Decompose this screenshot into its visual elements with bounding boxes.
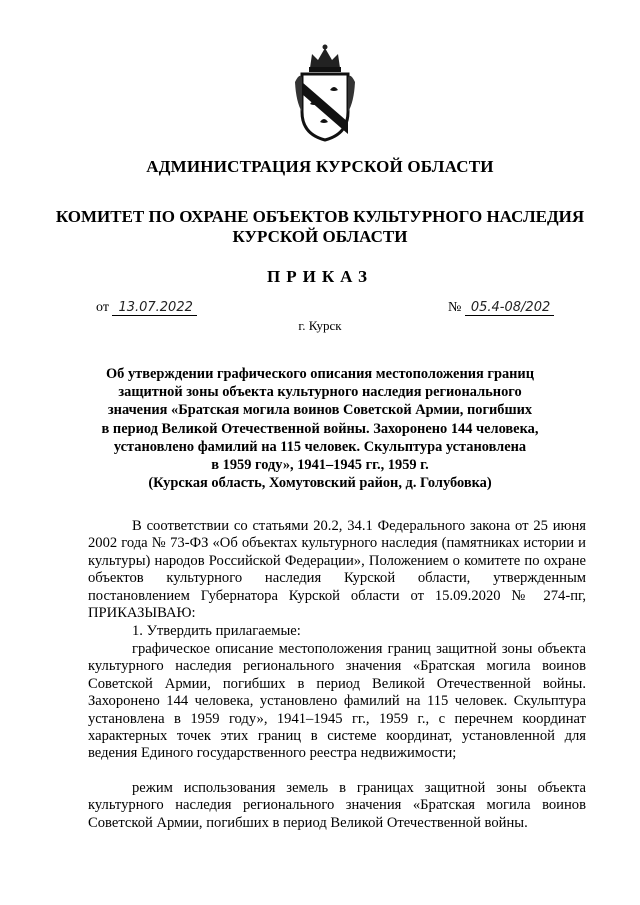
preamble-paragraph	[88, 518, 586, 622]
date-prefix: от	[96, 300, 109, 315]
order-number	[448, 300, 554, 316]
item-1-text: 1. Утвердить прилагаемые:	[132, 623, 301, 639]
graphic-description-text: графическое описание местоположения границ защитной зоны объекта культурного наследия регионального значения «Братская могила воинов Советской Армии, погибших в период Великой Отечественной войны. Захоронено 144 человека, установлено фамилий на 115 человек. Скульптура установлена в 1959 году», 1941–1945 гг., 1959 г., с перечнем координат характерных точек этих границ в системе координат, установленной для ведения Единого государственного реестра недвижимости;	[88, 641, 586, 762]
city: г. Курск	[298, 318, 342, 333]
title-line: установлено фамилий на 115 человек. Скульптура установлена	[113, 438, 527, 455]
title-line: защитной зоны объекта культурного наследия регионального	[118, 384, 522, 401]
administration-heading: АДМИНИСТРАЦИЯ КУРСКОЙ ОБЛАСТИ	[146, 157, 494, 176]
land-use-regime-text: режим использования земель в границах защитной зоны объекта культурного наследия регионального значения «Братская могила воинов Советской Армии, погибших в период Великой Отечественной войны.	[88, 780, 586, 831]
kursk-coat-of-arms-icon	[290, 42, 360, 142]
committee-heading	[0, 207, 640, 247]
number-value: 05.4-08/202	[465, 300, 554, 316]
title-line: в 1959 году», 1941–1945 гг., 1959 г.	[211, 457, 429, 474]
title-line: в период Великой Отечественной войны. Захоронено 144 человека,	[101, 420, 539, 437]
committee-heading-line1: КОМИТЕТ ПО ОХРАНЕ ОБЪЕКТОВ КУЛЬТУРНОГО НАСЛЕДИЯ	[55, 207, 585, 226]
graphic-description-paragraph	[88, 641, 586, 763]
date-value: 13.07.2022	[112, 300, 196, 316]
title-line: (Курская область, Хомутовский район, д. Голубовка)	[148, 475, 492, 492]
document-title	[90, 365, 550, 492]
number-prefix: №	[448, 300, 462, 315]
item-1	[88, 623, 586, 640]
committee-heading-line2: КУРСКОЙ ОБЛАСТИ	[232, 227, 408, 246]
land-use-regime-paragraph	[88, 780, 586, 832]
preamble-text: В соответствии со статьями 20.2, 34.1 Федерального закона от 25 июня 2002 года № 73-ФЗ «Об объектах культурного наследия (памятниках истории и культуры) народов Российской Федерации», Положением о комитете по охране объектов культурного наследия Курской области, утвержденным постановлением Губернатора Курской области от 15.09.2020 № 274-пг, ПРИКАЗЫВАЮ:	[88, 518, 586, 622]
document-type: ПРИКАЗ	[267, 267, 373, 286]
order-date	[96, 300, 197, 316]
title-line: Об утверждении графического описания местоположения границ	[105, 366, 535, 382]
title-line: значения «Братская могила воинов Советской Армии, погибших	[107, 402, 533, 419]
